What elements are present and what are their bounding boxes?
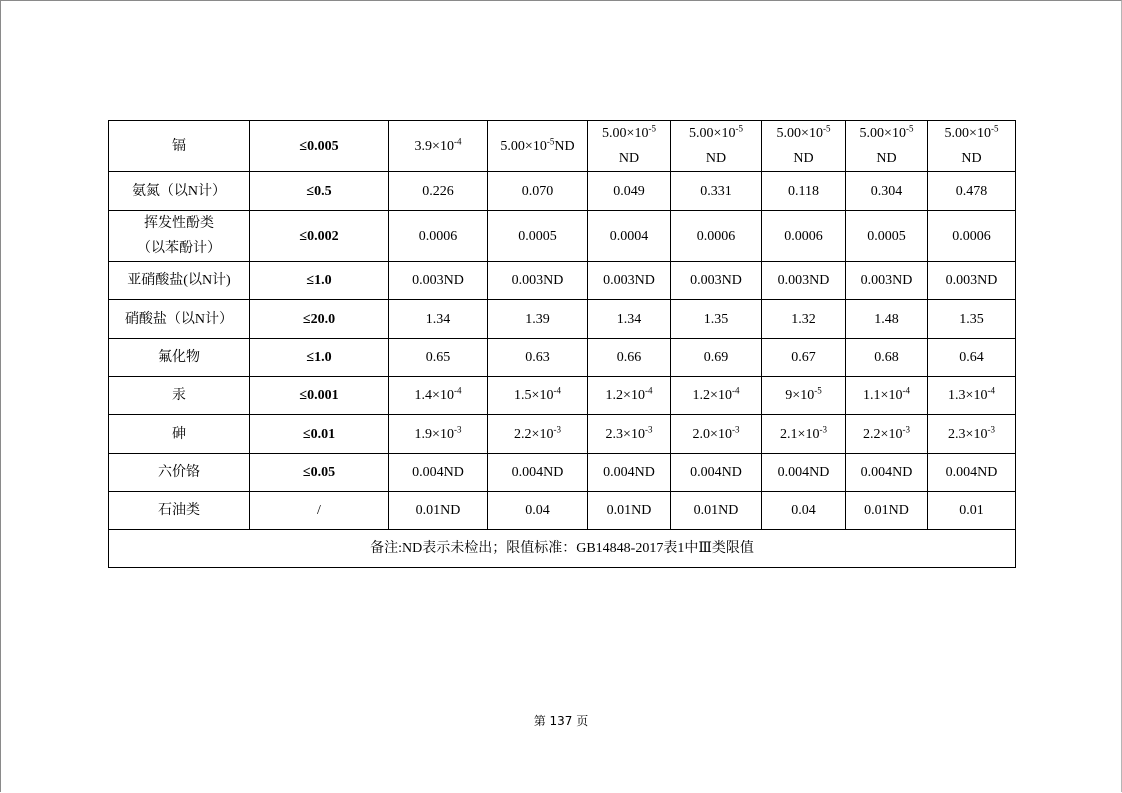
value-text: 0.01ND: [415, 503, 461, 518]
value-text: $2.2\times 10^{-3}$: [863, 423, 910, 442]
parameter-name: 汞: [109, 377, 250, 415]
value-cell: [389, 339, 488, 377]
value-cell: [671, 211, 762, 262]
value-cell: [762, 454, 846, 492]
value-text: 0.004ND: [603, 465, 655, 480]
value-cell: [488, 415, 588, 454]
value-cell: [846, 415, 928, 454]
value-text: 0.004ND: [777, 465, 830, 480]
value-cell: [588, 492, 671, 530]
value-text: 0.478: [955, 183, 988, 199]
value-text: 0.118: [788, 183, 819, 199]
value-suffix: ND: [961, 151, 982, 166]
parameter-name: 硝酸盐（以N计）: [109, 300, 250, 339]
value-text: 0.003ND: [690, 273, 742, 288]
value-text: $1.5\times 10^{-4}$: [514, 385, 561, 403]
value-cell: [928, 211, 1016, 262]
value-cell: [389, 377, 488, 415]
value-cell: [588, 172, 671, 211]
value-text: 0.0005: [867, 228, 906, 244]
table-row: [109, 211, 1016, 262]
parameter-name: 氨氮（以N计）: [109, 172, 250, 211]
value-text: 1.35: [703, 311, 729, 327]
value-cell: [488, 262, 588, 300]
value-text: $9\times 10^{-5}$: [785, 385, 822, 403]
value-text: $2.1\times 10^{-3}$: [780, 423, 827, 442]
value-cell: [588, 339, 671, 377]
value-text: 0.63: [525, 350, 550, 365]
value-text: 0.004ND: [690, 465, 742, 480]
value-text: 0.67: [791, 350, 816, 365]
value-text: 0.68: [874, 350, 899, 365]
value-text: 1.34: [425, 311, 451, 327]
value-cell: [588, 415, 671, 454]
exponent: -3: [987, 423, 995, 434]
exponent: -3: [731, 423, 740, 434]
value-text: 0.004ND: [511, 465, 564, 480]
value-text: 0.003ND: [511, 273, 564, 288]
value-cell: [389, 454, 488, 492]
value-text: 0.0006: [418, 228, 458, 244]
value-cell: [671, 121, 762, 172]
parameter-name: [109, 211, 250, 262]
value-cell: [671, 454, 762, 492]
value-cell: [762, 262, 846, 300]
parameter-name: 镉: [109, 121, 250, 172]
parameter-name: 六价铬: [109, 454, 250, 492]
limit-value: ≤0.005: [250, 121, 389, 172]
value-text: $2.2\times 10^{-3}$: [514, 423, 561, 442]
value-cell: [488, 492, 588, 530]
value-text: 0.64: [959, 350, 984, 365]
value-text: 0.0005: [518, 228, 557, 244]
exponent: -3: [902, 423, 910, 434]
value-cell: [846, 300, 928, 339]
table-row: [109, 300, 1016, 339]
value-suffix: ND: [554, 138, 575, 154]
value-text: $5.00\times 10^{-5}$: [689, 123, 743, 141]
value-text: 0.331: [700, 183, 732, 199]
exponent: -3: [819, 423, 827, 434]
table-row: [109, 377, 1016, 415]
value-cell: [762, 211, 846, 262]
value-cell: [389, 172, 488, 211]
value-text: 0.003ND: [603, 273, 655, 288]
value-cell: [488, 339, 588, 377]
parameter-name-line: 挥发性酚类: [144, 216, 214, 231]
value-cell: [928, 339, 1016, 377]
parameter-name-line: （以苯酚计）: [137, 241, 221, 256]
value-cell: [762, 377, 846, 415]
value-cell: [671, 172, 762, 211]
value-text: 0.003ND: [945, 273, 998, 288]
value-suffix: ND: [876, 151, 897, 166]
parameter-name: 氟化物: [109, 339, 250, 377]
value-cell: [588, 377, 671, 415]
exponent: -5: [990, 123, 999, 134]
value-text: 1.32: [791, 311, 816, 327]
value-text: 0.66: [616, 350, 642, 365]
table-row: [109, 172, 1016, 211]
value-text: 0.01ND: [606, 503, 652, 518]
limit-value: ≤1.0: [250, 262, 389, 300]
value-text: $1.9\times 10^{-3}$: [414, 423, 462, 442]
value-text: 0.0006: [696, 228, 736, 244]
value-cell: [588, 262, 671, 300]
value-cell: [928, 415, 1016, 454]
value-text: 0.01: [959, 503, 984, 518]
value-text: 0.04: [525, 503, 550, 518]
value-cell: [762, 415, 846, 454]
value-cell: [846, 262, 928, 300]
note-row: [109, 530, 1016, 568]
value-text: $3.9\times 10^{-4}$: [414, 135, 462, 154]
value-text: $5.00\times 10^{-5}$: [859, 123, 914, 141]
value-text: $2.3\times 10^{-3}$: [605, 423, 653, 442]
value-text: 0.004ND: [945, 465, 998, 480]
value-text: $1.1\times 10^{-4}$: [863, 385, 910, 403]
value-cell: [928, 262, 1016, 300]
page-number: 第 137 页: [533, 714, 589, 728]
value-text: 0.003ND: [777, 273, 830, 288]
exponent: -5: [648, 123, 656, 134]
value-cell: [846, 492, 928, 530]
value-text: $5.00\times 10^{-5}ND$: [500, 135, 575, 154]
parameter-name: 亚硝酸盐(以N计): [109, 262, 250, 300]
table-row: [109, 339, 1016, 377]
value-cell: [846, 211, 928, 262]
value-text: 0.01ND: [864, 503, 909, 518]
table-row: [109, 492, 1016, 530]
table-note: 备注:ND表示未检出；限值标准：GB14848-2017表1中Ⅲ类限值: [109, 530, 1016, 568]
value-text: 0.004ND: [860, 465, 913, 480]
limit-value: ≤0.001: [250, 377, 389, 415]
value-cell: [389, 492, 488, 530]
value-text: 0.01ND: [693, 503, 739, 518]
value-cell: [928, 377, 1016, 415]
exponent: -4: [453, 385, 462, 396]
value-cell: [588, 121, 671, 172]
value-text: 1.35: [959, 311, 984, 327]
value-cell: [762, 339, 846, 377]
value-cell: [671, 377, 762, 415]
exponent: -3: [644, 423, 653, 434]
value-text: 0.003ND: [860, 273, 913, 288]
value-cell: [488, 377, 588, 415]
table-row: [109, 262, 1016, 300]
value-cell: [928, 454, 1016, 492]
value-text: $1.4\times 10^{-4}$: [414, 385, 462, 403]
value-cell: [588, 454, 671, 492]
value-cell: [389, 300, 488, 339]
value-cell: [389, 262, 488, 300]
value-text: $5.00\times 10^{-5}$: [776, 123, 831, 141]
exponent: -5: [822, 123, 831, 134]
value-cell: [928, 300, 1016, 339]
value-cell: [846, 454, 928, 492]
value-text: 1.39: [525, 311, 550, 327]
value-suffix: ND: [793, 151, 814, 166]
value-text: $2.3\times 10^{-3}$: [948, 423, 995, 442]
exponent: -4: [731, 385, 740, 396]
value-cell: [389, 121, 488, 172]
value-cell: [762, 300, 846, 339]
value-text: $2.0\times 10^{-3}$: [692, 423, 740, 442]
value-text: 0.0006: [784, 228, 823, 244]
value-text: 1.48: [874, 311, 899, 327]
table-row: [109, 454, 1016, 492]
value-cell: [846, 377, 928, 415]
value-cell: [671, 300, 762, 339]
value-cell: [671, 339, 762, 377]
exponent: -5: [814, 385, 822, 396]
exponent: -4: [644, 385, 653, 396]
exponent: -4: [553, 385, 561, 396]
value-text: 0.04: [791, 503, 816, 518]
water-quality-table: [108, 120, 1016, 568]
value-text: 0.226: [422, 183, 454, 199]
parameter-name: 石油类: [109, 492, 250, 530]
value-cell: [671, 415, 762, 454]
value-cell: [762, 172, 846, 211]
value-cell: [588, 300, 671, 339]
value-cell: [846, 172, 928, 211]
value-text: 0.304: [870, 183, 903, 199]
value-suffix: ND: [705, 151, 727, 166]
value-cell: [488, 121, 588, 172]
value-cell: [846, 121, 928, 172]
value-text: 0.004ND: [412, 465, 464, 480]
value-cell: [671, 492, 762, 530]
exponent: -3: [453, 423, 462, 434]
value-text: $5.00\times 10^{-5}$: [944, 123, 999, 141]
exponent: -5: [905, 123, 914, 134]
value-cell: [389, 211, 488, 262]
limit-value: ≤1.0: [250, 339, 389, 377]
value-text: 0.003ND: [412, 273, 464, 288]
value-cell: [488, 454, 588, 492]
value-cell: [762, 121, 846, 172]
limit-value: ≤0.002: [250, 211, 389, 262]
value-text: $5.00\times 10^{-5}$: [602, 123, 656, 141]
value-text: 0.65: [425, 350, 451, 365]
value-text: 1.34: [616, 311, 642, 327]
value-text: $1.2\times 10^{-4}$: [605, 385, 653, 403]
value-text: 0.0004: [609, 228, 649, 244]
value-text: 0.070: [521, 183, 554, 199]
exponent: -4: [902, 385, 910, 396]
value-text: 0.049: [613, 183, 645, 199]
exponent: -5: [735, 123, 743, 134]
value-text: 0.0006: [952, 228, 991, 244]
exponent: -5: [546, 135, 555, 146]
value-text: 0.69: [703, 350, 729, 365]
value-cell: [928, 172, 1016, 211]
exponent: -4: [453, 135, 462, 146]
limit-value: ≤0.01: [250, 415, 389, 454]
limit-value: ≤20.0: [250, 300, 389, 339]
value-cell: [588, 211, 671, 262]
value-cell: [846, 339, 928, 377]
value-cell: [928, 121, 1016, 172]
value-suffix: ND: [618, 151, 640, 166]
limit-value: ≤0.05: [250, 454, 389, 492]
exponent: -3: [553, 423, 561, 434]
table-row: [109, 415, 1016, 454]
value-cell: [488, 172, 588, 211]
parameter-name: 砷: [109, 415, 250, 454]
value-text: $1.2\times 10^{-4}$: [692, 385, 740, 403]
limit-value: /: [250, 492, 389, 530]
value-text: $1.3\times 10^{-4}$: [948, 385, 995, 403]
exponent: -4: [987, 385, 995, 396]
value-cell: [488, 300, 588, 339]
table-row: [109, 121, 1016, 172]
value-cell: [671, 262, 762, 300]
value-cell: [389, 415, 488, 454]
value-cell: [488, 211, 588, 262]
limit-value: ≤0.5: [250, 172, 389, 211]
value-cell: [928, 492, 1016, 530]
value-cell: [762, 492, 846, 530]
